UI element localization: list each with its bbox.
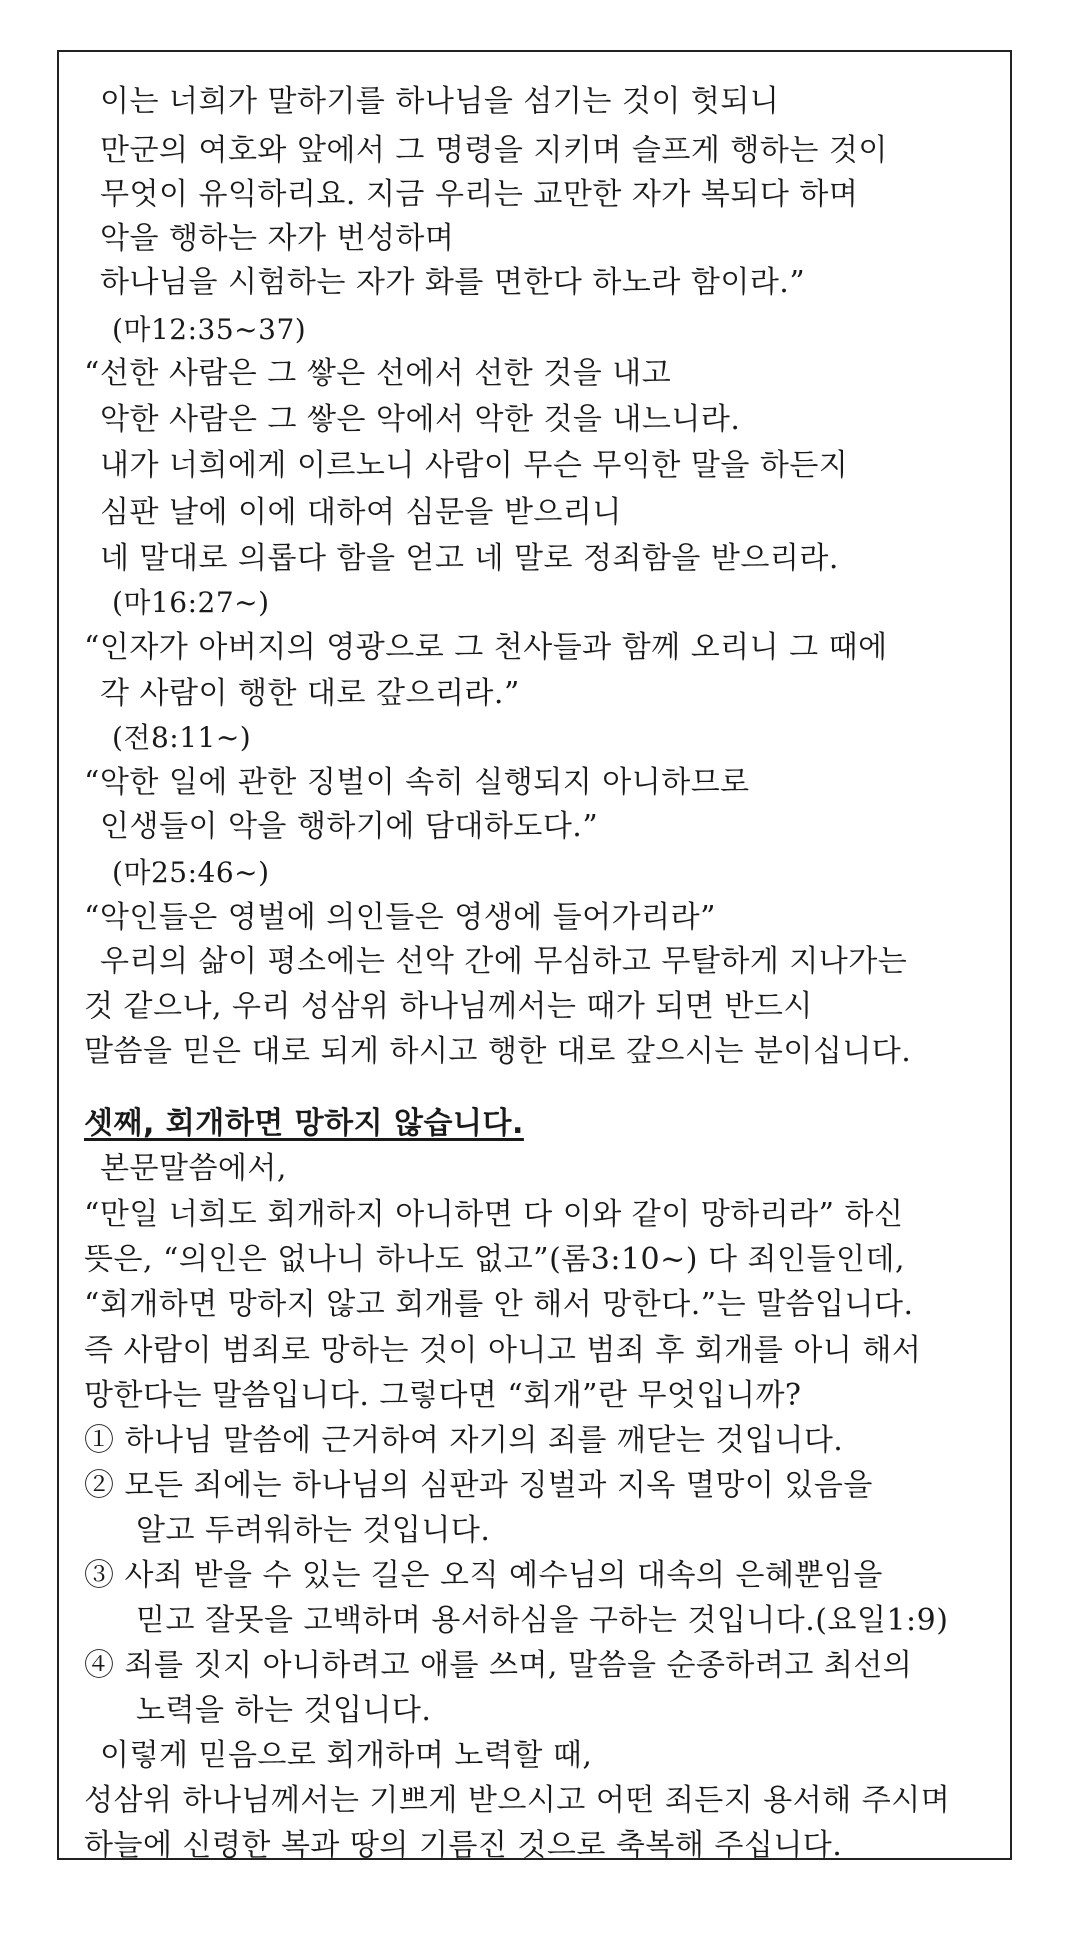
scripture-reference: (마12:35~37) — [112, 313, 307, 346]
list-item: ③ 사죄 받을 수 있는 길은 오직 예수님의 대속의 은혜뿐임을 — [84, 1558, 883, 1593]
text-line: 이는 너희가 말하기를 하나님을 섬기는 것이 헛되니 — [100, 84, 780, 119]
scripture-reference: (마16:27~) — [112, 586, 270, 619]
text-line: “회개하면 망하지 않고 회개를 안 해서 망한다.”는 말씀입니다. — [84, 1287, 914, 1322]
text-line: 악한 사람은 그 쌓은 악에서 악한 것을 내느니라. — [100, 402, 741, 437]
section-heading: 셋째, 회개하면 망하지 않습니다. — [84, 1106, 524, 1141]
text-line: 즉 사람이 범죄로 망하는 것이 아니고 범죄 후 회개를 아니 해서 — [84, 1333, 922, 1368]
text-line: 이렇게 믿음으로 회개하며 노력할 때, — [100, 1738, 593, 1773]
list-item: ② 모든 죄에는 하나님의 심판과 징벌과 지옥 멸망이 있음을 — [84, 1468, 873, 1503]
text-line: 인생들이 악을 행하기에 담대하도다.” — [100, 809, 599, 844]
scripture-reference: (전8:11~) — [112, 721, 252, 754]
text-line: 하늘에 신령한 복과 땅의 기름진 것으로 축복해 주십니다. — [84, 1828, 843, 1863]
text-line: 망한다는 말씀입니다. 그렇다면 “회개”란 무엇입니까? — [84, 1378, 802, 1413]
text-line: “만일 너희도 회개하지 아니하면 다 이와 같이 망하리라” 하신 — [84, 1197, 904, 1232]
text-line: “악인들은 영벌에 의인들은 영생에 들어가리라” — [84, 900, 716, 935]
text-line: “악한 일에 관한 징벌이 속히 실행되지 아니하므로 — [84, 765, 750, 800]
text-line: 우리의 삶이 평소에는 선악 간에 무심하고 무탈하게 지나가는 — [100, 944, 908, 979]
text-line: 각 사람이 행한 대로 갚으리라.” — [100, 676, 520, 711]
text-line: “인자가 아버지의 영광으로 그 천사들과 함께 오리니 그 때에 — [84, 630, 888, 665]
text-line: 말씀을 믿은 대로 되게 하시고 행한 대로 갚으시는 분이십니다. — [84, 1034, 912, 1069]
text-line: 성삼위 하나님께서는 기쁘게 받으시고 어떤 죄든지 용서해 주시며 — [84, 1783, 951, 1818]
text-line: 본문말씀에서, — [100, 1151, 287, 1186]
text-line: 하나님을 시험하는 자가 화를 면한다 하노라 함이라.” — [100, 265, 806, 300]
text-line: 만군의 여호와 앞에서 그 명령을 지키며 슬프게 행하는 것이 — [100, 133, 888, 168]
list-item: ① 하나님 말씀에 근거하여 자기의 죄를 깨닫는 것입니다. — [84, 1423, 844, 1458]
text-line: 무엇이 유익하리요. 지금 우리는 교만한 자가 복되다 하며 — [100, 177, 859, 212]
text-line: 것 같으나, 우리 성삼위 하나님께서는 때가 되면 반드시 — [84, 989, 813, 1024]
text-line: “선한 사람은 그 쌓은 선에서 선한 것을 내고 — [84, 356, 672, 391]
list-item-continuation: 알고 두려워하는 것입니다. — [136, 1513, 491, 1548]
text-line: 내가 너희에게 이르노니 사람이 무슨 무익한 말을 하든지 — [100, 448, 849, 483]
text-line: 뜻은, “의인은 없나니 하나도 없고”(롬3:10~) 다 죄인들인데, — [84, 1242, 905, 1277]
scripture-reference: (마25:46~) — [112, 856, 270, 889]
text-line: 네 말대로 의롭다 함을 얻고 네 말로 정죄함을 받으리라. — [100, 541, 839, 576]
list-item-continuation: 노력을 하는 것입니다. — [136, 1693, 432, 1728]
list-item-continuation: 믿고 잘못을 고백하며 용서하심을 구하는 것입니다.(요일1:9) — [136, 1603, 949, 1638]
text-line: 심판 날에 이에 대하여 심문을 받으리니 — [100, 495, 622, 530]
text-line: 악을 행하는 자가 번성하며 — [100, 221, 455, 256]
list-item: ④ 죄를 짓지 아니하려고 애를 쓰며, 말씀을 순종하려고 최선의 — [84, 1648, 913, 1683]
